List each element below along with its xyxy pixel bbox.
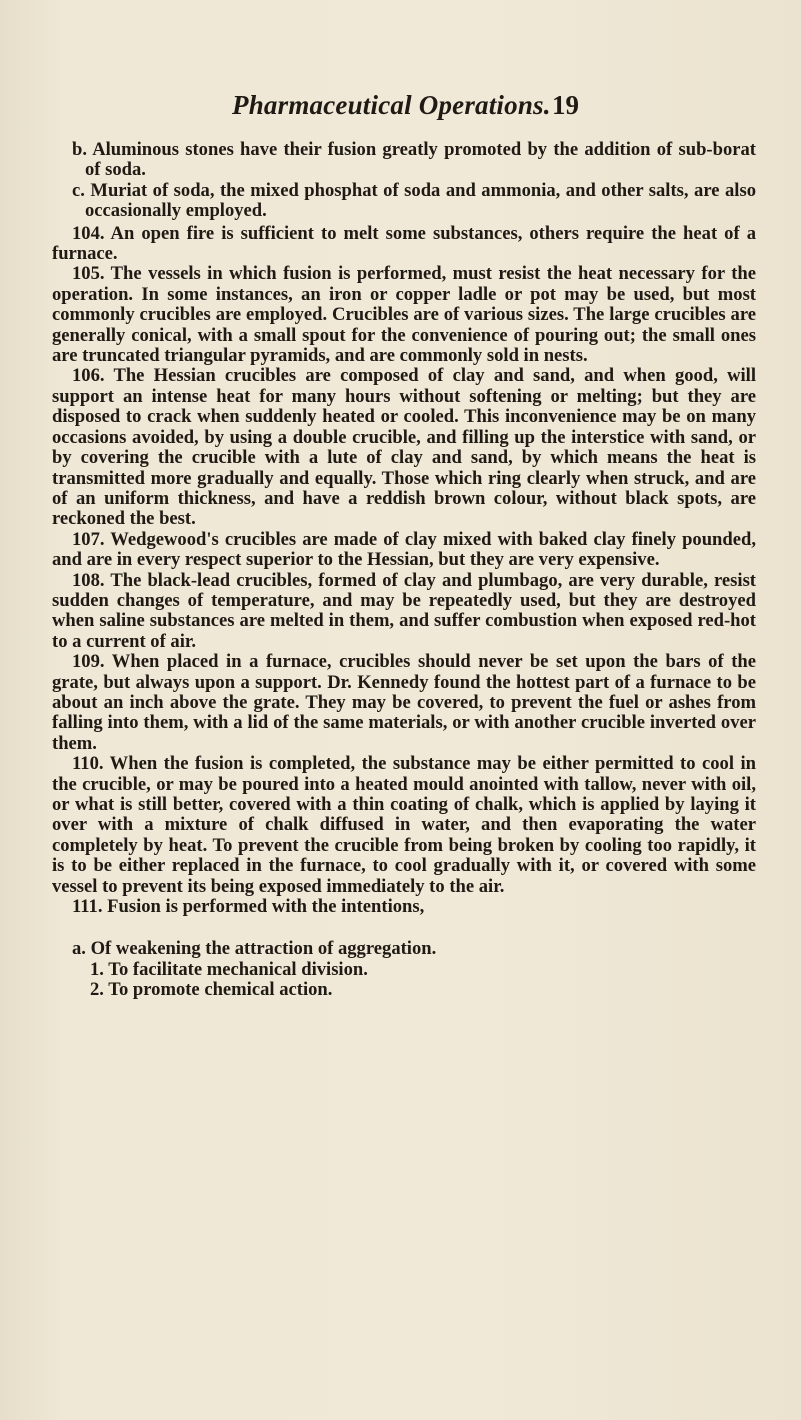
list-item-2: 2. To promote chemical action.	[90, 979, 333, 1001]
paragraph-109: 109. When placed in a furnace, crucibles should never be set upon the bars of the grate, but always upon a support. Dr. Kennedy found the hottest part of a furnace to be about an inch above the grate. They may be covered, to prevent the fuel or ashes from falling into them, with a lid of the same materials, or with another crucible inverted over them.	[52, 651, 756, 754]
sub-item-c: c. Muriat of soda, the mixed phosphat of soda and ammonia, and other salts, are also occasionally employed.	[72, 179, 756, 222]
paragraph-111: 111. Fusion is performed with the intentions,	[72, 896, 425, 918]
paragraph-104: 104. An open fire is sufficient to melt some substances, others require the heat of a furnace.	[52, 222, 756, 265]
running-title: Pharmaceutical Operations.	[232, 90, 551, 120]
paragraph-107: 107. Wedgewood's crucibles are made of clay mixed with baked clay finely pounded, and are in every respect superior to the Hessian, but they are very expensive.	[52, 528, 756, 571]
sub-item-b: b. Aluminous stones have their fusion greatly promoted by the addition of sub-borat of soda.	[72, 139, 756, 181]
paragraph-108: 108. The black-lead crucibles, formed of clay and plumbago, are very durable, resist sudden changes of temperature, and may be repeatedly used, but they are destroyed when saline substances are melted in them, and suffer combustion when exposed red-hot to a current of air.	[52, 569, 756, 652]
page-header	[200, 86, 610, 126]
list-item-a: a. Of weakening the attraction of aggregation.	[72, 938, 437, 960]
paragraph-110: 110. When the fusion is completed, the substance may be either permitted to cool in the crucible, or may be poured into a heated mould anointed with tallow, never with oil, or what is still better, covered with a thin coating of chalk, which is applied by laying it over with a mixture of chalk diffused in water, and then evaporating the water completely by heat. To prevent the crucible from being broken by cooling too rapidly, it is to be either replaced in the furnace, to cool gradually with it, or covered with some vessel to prevent its being exposed immediately to the air.	[52, 753, 756, 897]
list-item-1: 1. To facilitate mechanical division.	[90, 958, 368, 980]
paragraph-106: 106. The Hessian crucibles are composed of clay and sand, and when good, will support an intense heat for many hours without softening or melting; but they are disposed to crack when suddenly heated or cooled. This inconvenience may be on many occasions avoided, by using a double crucible, and filling up the interstice with sand, or by covering the crucible with a lute of clay and sand, by which means the heat is transmitted more gradually and equally. Those which ring clearly when struck, and are of an uniform thickness, and have a reddish brown colour, without black spots, are reckoned the best.	[52, 365, 756, 530]
page-number: 19	[552, 90, 579, 120]
paragraph-105: 105. The vessels in which fusion is performed, must resist the heat necessary for the operation. In some instances, an iron or copper ladle or pot may be used, but most commonly crucibles are employed. Crucibles are of various sizes. The large crucibles are generally conical, with a small spout for the convenience of pouring out; the small ones are truncated triangular pyramids, and are commonly sold in nests.	[52, 263, 756, 367]
body-text	[52, 140, 756, 1001]
